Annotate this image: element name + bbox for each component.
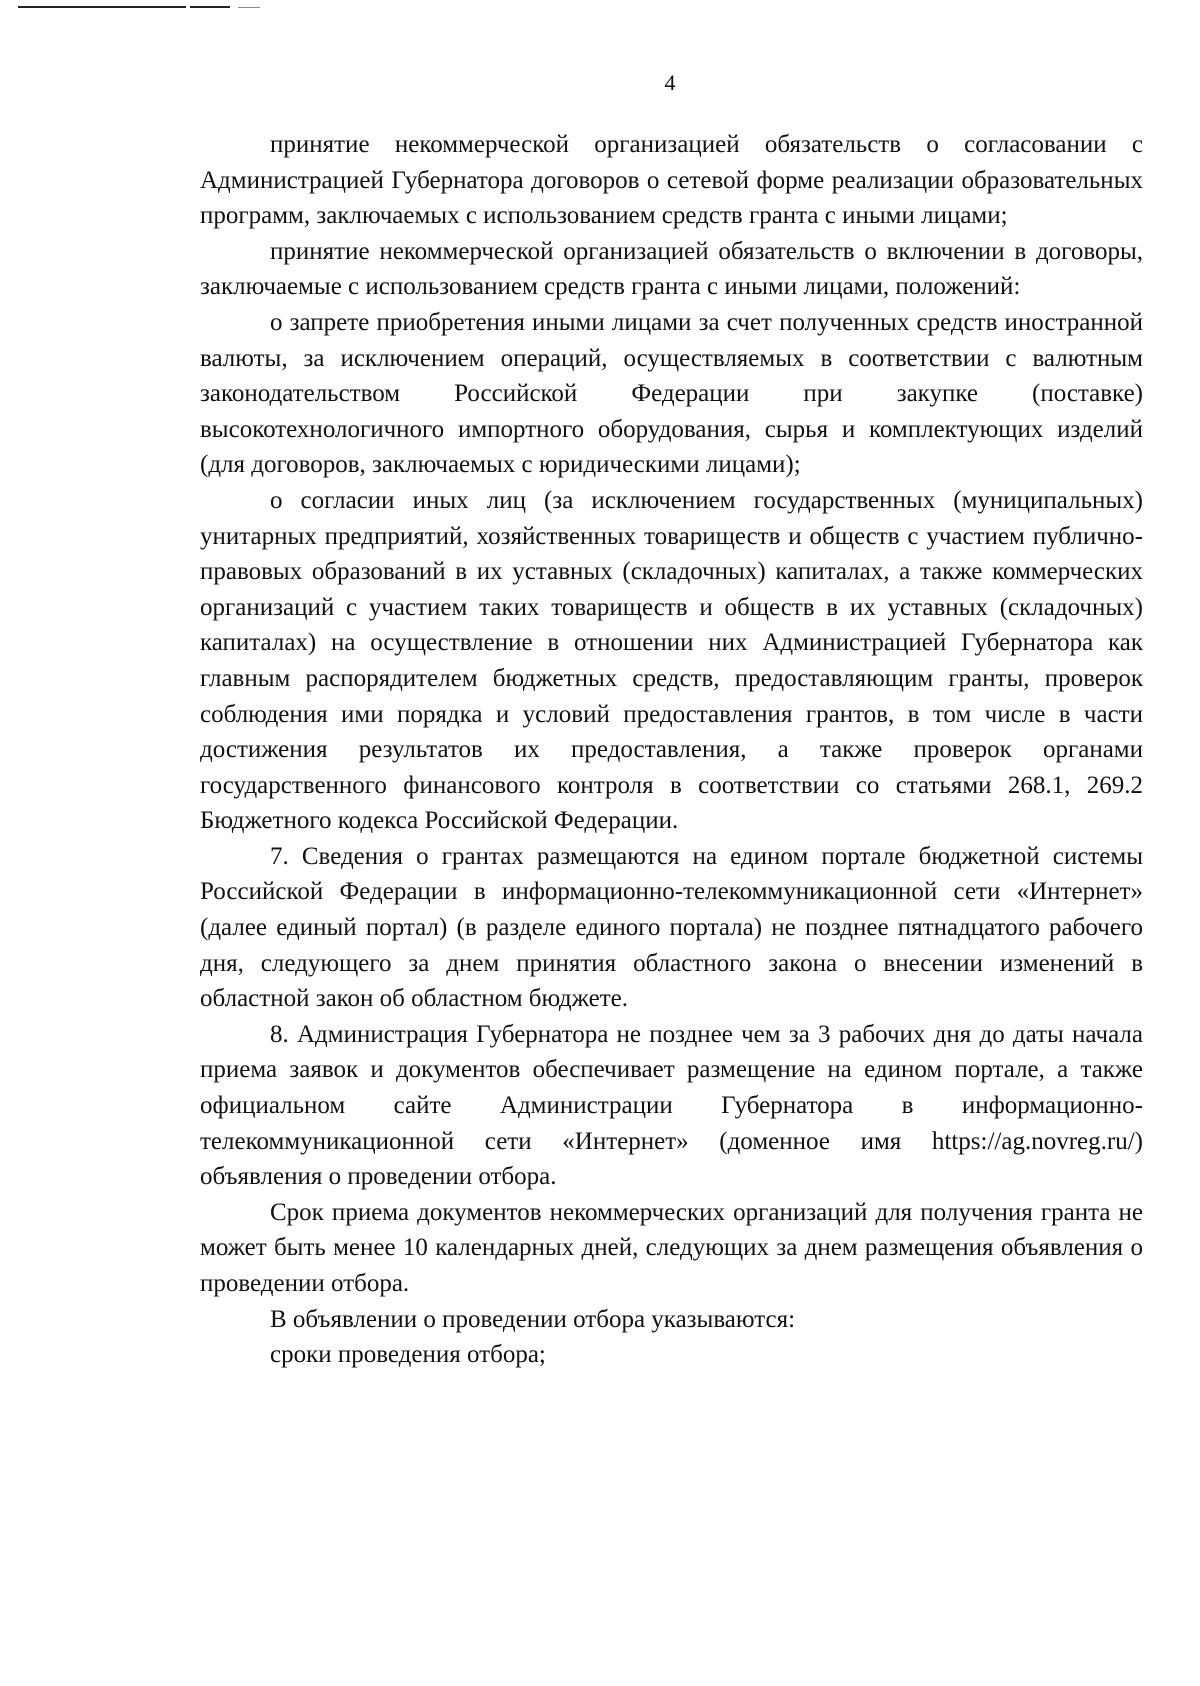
paragraph-item-8: 8. Администрация Губернатора не позднее чем за 3 рабочих дня до даты начала приема заявок и документов обеспечивает размещение на едином портале, а также официальном сайте Администрации Губернатора в информационно-телекоммуникационной сети «Интернет» (доменное имя https://ag.novreg.ru/) объявления о проведении отбора.: [200, 1020, 1143, 1191]
paragraph-currency-prohibition: о запрете приобретения иными лицами за счет полученных средств иностранной валюты, за исключением операций, осуществляемых в соответствии с валютным законодательством Российской Федерации при закупке (поставке) высокотехнологичного импортного оборудования, сырья и комплектующих изделий (для договоров, заключаемых с юридическими лицами);: [200, 308, 1143, 479]
scan-edge-mark: [190, 6, 230, 8]
scan-edge-mark: [238, 7, 260, 8]
paragraph-announcement-contents: В объявлении о проведении отбора указываются:: [270, 1305, 796, 1333]
paragraph-selection-dates: сроки проведения отбора;: [270, 1341, 546, 1369]
paragraph-item-7: 7. Сведения о грантах размещаются на едином портале бюджетной системы Российской Федерации в информационно-телекоммуникационной сети «Интернет» (далее единый портал) (в разделе единого портала) не позднее пятнадцатого рабочего дня, следующего за днем принятия областного закона о внесении изменений в областной закон об областном бюджете.: [200, 842, 1143, 1013]
paragraph-submission-period: Срок приема документов некоммерческих организаций для получения гранта не может быть менее 10 календарных дней, следующих за днем размещения объявления о проведении отбора.: [200, 1198, 1143, 1297]
document-body: [200, 127, 1143, 1373]
page-number: 4: [664, 70, 676, 95]
scan-edge-mark: [18, 6, 186, 8]
paragraph-consent-inspections: о согласии иных лиц (за исключением государственных (муниципальных) унитарных предприятий, хозяйственных товариществ и обществ с участием публично-правовых образований в их уставных (складочных) капиталах, а также коммерческих организаций с участием таких товариществ и обществ в их уставных (складочных) капиталах) на осуществление в отношении них Администрацией Губернатора как главным распорядителем бюджетных средств, предоставляющим гранты, проверок соблюдения ими порядка и условий предоставления грантов, в том числе в части достижения результатов их предоставления, а также проверок органами государственного финансового контроля в соответствии со статьями 268.1, 269.2 Бюджетного кодекса Российской Федерации.: [200, 486, 1143, 835]
paragraph-contract-provisions: принятие некоммерческой организацией обязательств о включении в договоры, заключаемые с использованием средств гранта с иными лицами, положений:: [200, 237, 1143, 301]
paragraph-network-contracts: принятие некоммерческой организацией обязательств о согласовании с Администрацией Губернатора договоров о сетевой форме реализации образовательных программ, заключаемых с использованием средств гранта с иными лицами;: [200, 131, 1143, 230]
